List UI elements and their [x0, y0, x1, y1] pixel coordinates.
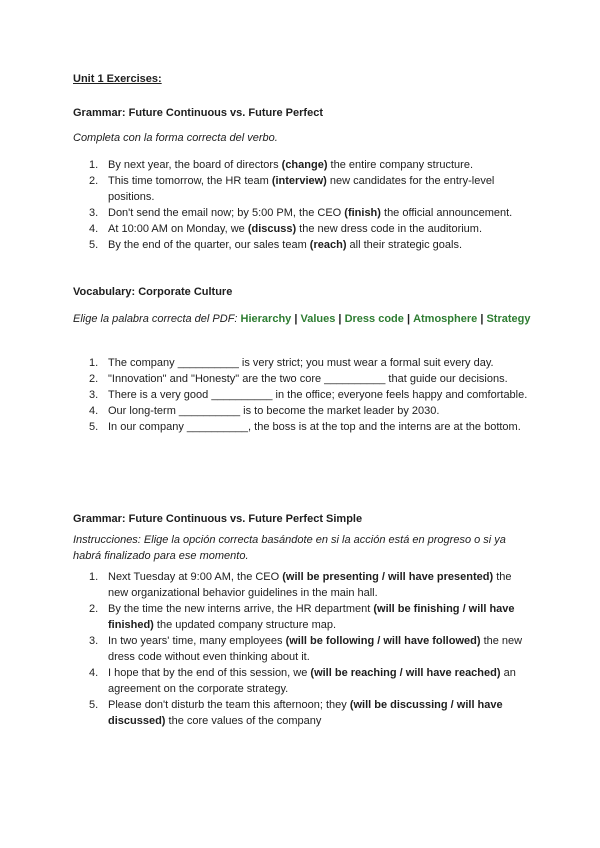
- section2-instruction: Elige la palabra correcta del PDF: Hierarchy | Values | Dress code | Atmosphere | Strategy: [73, 313, 531, 325]
- list-item: 4. At 10:00 AM on Monday, we (discuss) the new dress code in the auditorium.: [89, 223, 483, 235]
- list-item: 5. By the end of the quarter, our sales team (reach) all their strategic goals.: [89, 239, 463, 251]
- list-item: 3. In two years' time, many employees (will be following / will have followed) the new dress code without even thinking about it.: [89, 635, 523, 663]
- list-item: 3. There is a very good __________ in the office; everyone feels happy and comfortable.: [89, 389, 528, 401]
- section3-list: [73, 569, 531, 729]
- section2-list: [73, 355, 531, 435]
- list-item: 2. By the time the new interns arrive, the HR department (will be finishing / will have finished) the updated company structure map.: [89, 603, 515, 631]
- list-item: 4. I hope that by the end of this session, we (will be reaching / will have reached) an agreement on the corporate strategy.: [89, 667, 516, 695]
- list-item: 3. Don't send the email now; by 5:00 PM, the CEO (finish) the official announcement.: [89, 207, 513, 219]
- list-item: 1. Next Tuesday at 9:00 AM, the CEO (will be presenting / will have presented) the new organizational behavior guidelines in the main hall.: [89, 571, 512, 599]
- section1-heading: Grammar: Future Continuous vs. Future Perfect: [73, 107, 323, 119]
- list-item: 5. In our company __________, the boss is at the top and the interns are at the bottom.: [89, 421, 521, 433]
- section1-instruction: Completa con la forma correcta del verbo.: [73, 132, 278, 144]
- page-title: Unit 1 Exercises:: [73, 73, 162, 85]
- list-item: 2. "Innovation" and "Honesty" are the two core __________ that guide our decisions.: [89, 373, 508, 385]
- list-item: 1. The company __________ is very strict; you must wear a formal suit every day.: [89, 357, 494, 369]
- section3-instruction: Instrucciones: Elige la opción correcta basándote en si la acción está en progreso o si ya habrá finalizado para ese momento.: [73, 534, 506, 562]
- list-item: 1. By next year, the board of directors (change) the entire company structure.: [89, 159, 474, 171]
- list-item: 5. Please don't disturb the team this afternoon; they (will be discussing / will have discussed) the core values of the company: [89, 699, 503, 727]
- list-item: 4. Our long-term __________ is to become the market leader by 2030.: [89, 405, 440, 417]
- section1-list: [73, 157, 531, 253]
- section3-heading: Grammar: Future Continuous vs. Future Perfect Simple: [73, 513, 363, 525]
- list-item: 2. This time tomorrow, the HR team (interview) new candidates for the entry-level positions.: [89, 175, 495, 203]
- section2-heading: Vocabulary: Corporate Culture: [73, 286, 233, 298]
